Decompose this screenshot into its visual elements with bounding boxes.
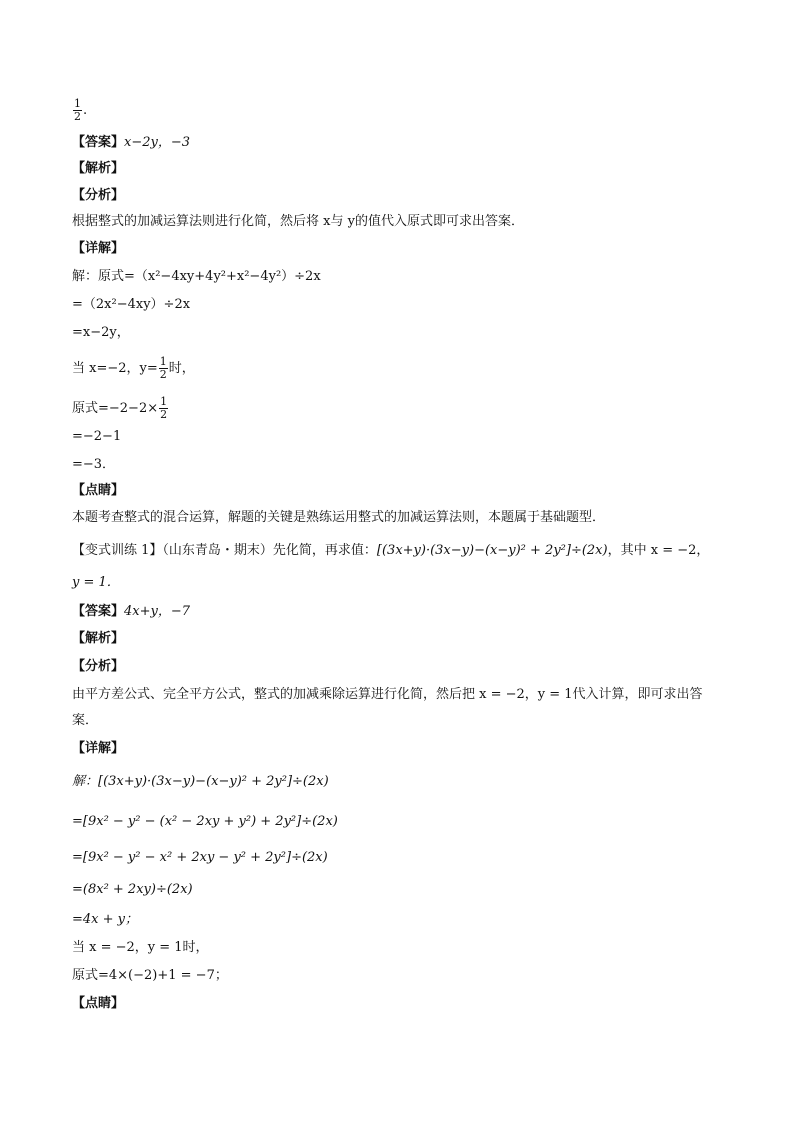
original-pre: 原式=−2−2× <box>72 401 159 416</box>
solution-step: =4x + y； <box>72 912 138 927</box>
substitution-pre: 当 x=−2，y= <box>72 361 158 376</box>
fenxi-text-1: 根据整式的加减运算法则进行化简，然后将 x与 y的值代入原式即可求出答案． <box>72 214 524 229</box>
answer-text: x−2y，−3 <box>124 135 191 150</box>
fraction <box>159 396 168 421</box>
dianjing-heading-1: 【点睛】 <box>72 483 125 498</box>
exercise-condition-2: y = 1． <box>72 575 120 590</box>
calc-step: =−3． <box>72 457 116 472</box>
fraction-numerator: 1 <box>74 97 81 110</box>
fraction-denominator: 2 <box>74 110 81 123</box>
exercise-title: 【变式训练 1】（山东青岛・期末）先化简，再求值： <box>72 543 377 558</box>
fraction-numerator: 1 <box>159 355 167 368</box>
solution-step: 解：[(3x+y)·(3x−y)−(x−y)² + 2y²]÷(2x) <box>72 774 329 789</box>
exercise-title-line <box>72 542 709 560</box>
solution-step: =(8x² + 2xy)÷(2x) <box>72 882 193 897</box>
answer-line-2 <box>72 603 190 621</box>
jiexi-heading-2: 【解析】 <box>72 631 125 646</box>
fenxi-heading-1: 【分析】 <box>72 188 125 203</box>
solution-step: =x−2y， <box>72 325 130 340</box>
answer-line-1 <box>72 134 190 152</box>
fraction <box>73 98 82 123</box>
dianjing-heading-2: 【点睛】 <box>72 996 125 1011</box>
solution-step: 当 x = −2，y = 1时， <box>72 940 209 955</box>
fraction-denominator: 2 <box>159 368 167 381</box>
exercise-condition-1: ，其中 x = −2， <box>607 543 710 558</box>
fenxi-text-2a: 由平方差公式、完全平方公式，整式的加减乘除运算进行化简，然后把 x = −2，y = 1代入计算，即可求出答 <box>72 687 703 702</box>
exercise-expression: [(3x+y)·(3x−y)−(x−y)² + 2y²]÷(2x) <box>376 543 608 558</box>
fenxi-text-2b: 案． <box>72 713 99 728</box>
jiexi-heading-1: 【解析】 <box>72 161 125 176</box>
dianjing-text-1: 本题考查整式的混合运算，解题的关键是熟练运用整式的加减运算法则，本题属于基础题型． <box>72 510 606 525</box>
answer-text: 4x+y，−7 <box>124 604 191 619</box>
xiangjie-heading-1: 【详解】 <box>72 241 125 256</box>
fraction-numerator: 1 <box>160 395 168 408</box>
fraction-denominator: 2 <box>160 408 168 421</box>
original-expression-line <box>72 396 169 421</box>
answer-label: 【答案】 <box>72 604 125 619</box>
calc-step: =−2−1 <box>72 429 122 444</box>
period: . <box>83 103 88 118</box>
substitution-line <box>72 356 195 381</box>
solution-step: 原式=4×(−2)+1 = −7； <box>72 968 228 983</box>
substitution-post: 时， <box>168 361 195 376</box>
solution-step: =[9x² − y² − x² + 2xy − y² + 2y²]÷(2x) <box>72 850 328 865</box>
solution-step: =（2x²−4xy）÷2x <box>72 297 191 312</box>
fraction <box>159 356 168 381</box>
xiangjie-heading-2: 【详解】 <box>72 741 125 756</box>
solution-step: 解：原式=（x²−4xy+4y²+x²−4y²）÷2x <box>72 269 321 284</box>
solution-step: =[9x² − y² − (x² − 2xy + y²) + 2y²]÷(2x) <box>72 814 338 829</box>
answer-label: 【答案】 <box>72 135 125 150</box>
fenxi-heading-2: 【分析】 <box>72 659 125 674</box>
top-fraction-line <box>72 98 87 123</box>
